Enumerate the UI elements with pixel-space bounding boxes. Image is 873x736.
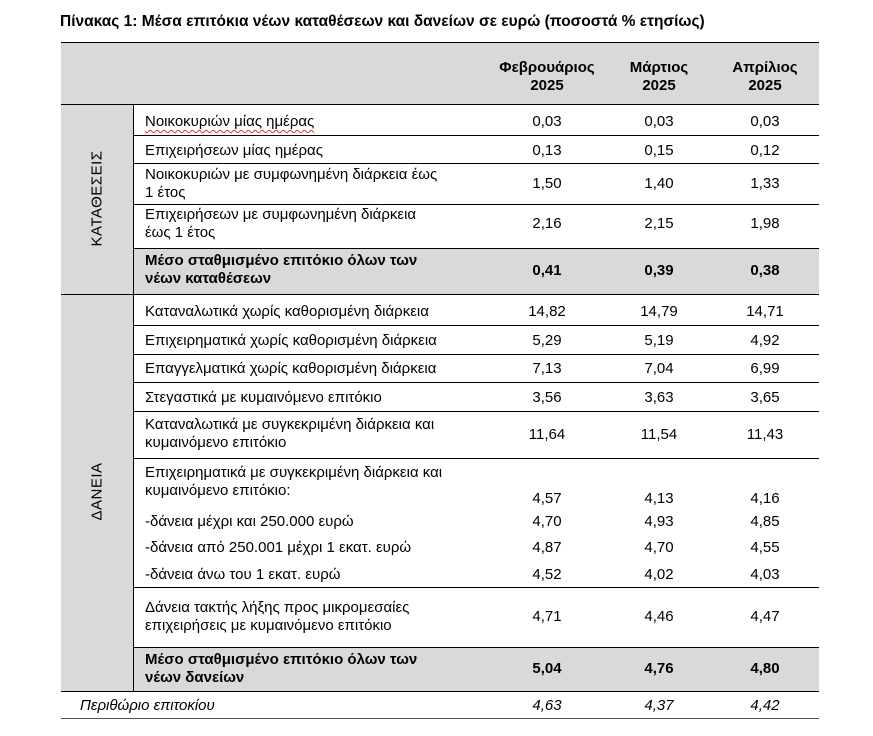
col-header-apr: Απρίλιος 2025 xyxy=(732,59,798,94)
row-label: Νοικοκυριών με συμφωνημένη διάρκεια έως 1 έτος xyxy=(145,166,438,201)
rule-top xyxy=(61,42,819,43)
margin-label: Περιθώριο επιτοκίου xyxy=(80,697,215,714)
deposits-total-value: 0,38 xyxy=(750,262,780,279)
value: 6,99 xyxy=(750,360,780,377)
rule-loans-end xyxy=(61,691,819,692)
value: 4,13 xyxy=(644,490,674,507)
loans-total-value: 5,04 xyxy=(532,660,562,677)
row-label: Νοικοκυριών μίας ημέρας xyxy=(145,113,315,130)
rule-deposits-end xyxy=(61,294,819,295)
margin-value: 4,63 xyxy=(532,697,562,714)
rule xyxy=(133,248,819,249)
row-label: Επιχειρήσεων με συμφωνημένη διάρκεια έως 1 έτος xyxy=(145,206,417,241)
deposits-total-value: 0,41 xyxy=(532,262,562,279)
loans-total-value: 4,80 xyxy=(750,660,780,677)
value: 1,33 xyxy=(750,175,780,192)
rule xyxy=(133,458,819,459)
value: 4,70 xyxy=(532,513,562,530)
row-label: Επιχειρήσεων μίας ημέρας xyxy=(145,142,323,159)
value: 4,57 xyxy=(532,490,562,507)
value: 11,54 xyxy=(640,426,678,443)
loans-total-label: Μέσο σταθμισμένο επιτόκιο όλων των νέων δανείων xyxy=(145,651,418,686)
rule xyxy=(133,135,819,136)
sub-row-label: -δάνεια από 250.001 μέχρι 1 εκατ. ευρώ xyxy=(145,539,412,556)
value: 0,03 xyxy=(532,113,562,130)
value: 4,93 xyxy=(644,513,674,530)
rule xyxy=(133,587,819,588)
value: 3,65 xyxy=(750,389,780,406)
sub-row-label: -δάνεια μέχρι και 250.000 ευρώ xyxy=(145,513,354,530)
value: 2,15 xyxy=(644,215,674,232)
row-label: Επιχειρηματικά με συγκεκριμένη διάρκεια και κυμαινόμενο επιτόκιο: xyxy=(145,464,443,499)
value: 4,52 xyxy=(532,566,562,583)
value: 7,04 xyxy=(644,360,674,377)
value: 4,02 xyxy=(644,566,674,583)
value: 4,87 xyxy=(532,539,562,556)
value: 3,63 xyxy=(644,389,674,406)
deposits-total-label: Μέσο σταθμισμένο επιτόκιο όλων των νέων καταθέσεων xyxy=(145,252,418,287)
value: 4,85 xyxy=(750,513,780,530)
row-label: Επιχειρηματικά χωρίς καθορισμένη διάρκεια xyxy=(145,332,437,349)
rule xyxy=(133,163,819,164)
rule-vertical xyxy=(133,104,134,691)
rule xyxy=(133,354,819,355)
sub-row-label: -δάνεια άνω του 1 εκατ. ευρώ xyxy=(145,566,341,583)
value: 1,98 xyxy=(750,215,780,232)
value: 1,50 xyxy=(532,175,562,192)
value: 1,40 xyxy=(644,175,674,192)
value: 0,15 xyxy=(644,142,674,159)
value: 5,19 xyxy=(644,332,674,349)
value: 7,13 xyxy=(532,360,562,377)
rates-table xyxy=(61,42,819,718)
value: 4,16 xyxy=(750,490,780,507)
value: 4,47 xyxy=(750,608,780,625)
value: 14,71 xyxy=(746,303,784,320)
col-header-feb: Φεβρουάριος 2025 xyxy=(499,59,595,94)
value: 4,70 xyxy=(644,539,674,556)
rule xyxy=(133,382,819,383)
value: 0,12 xyxy=(750,142,780,159)
col-header-mar: Μάρτιος 2025 xyxy=(629,59,689,94)
value: 11,64 xyxy=(528,426,566,443)
value: 0,03 xyxy=(644,113,674,130)
value: 14,82 xyxy=(528,303,566,320)
value: 4,71 xyxy=(532,608,562,625)
row-label: Καταναλωτικά με συγκεκριμένη διάρκεια και κυμαινόμενο επιτόκιο xyxy=(145,416,435,451)
loans-total-value: 4,76 xyxy=(644,660,674,677)
deposits-total-value: 0,39 xyxy=(644,262,674,279)
rule-bottom xyxy=(61,718,819,719)
row-label: Στεγαστικά με κυμαινόμενο επιτόκιο xyxy=(145,389,382,406)
value: 0,13 xyxy=(532,142,562,159)
rule-header xyxy=(61,104,819,105)
section-label-loans: ΔΑΝΕΙΑ xyxy=(88,462,106,521)
value: 0,03 xyxy=(750,113,780,130)
margin-value: 4,42 xyxy=(750,697,780,714)
rule xyxy=(133,647,819,648)
table-title: Πίνακας 1: Μέσα επιτόκια νέων καταθέσεων και δανείων σε ευρώ (ποσοστά % ετησίως) xyxy=(60,13,705,30)
rule xyxy=(133,325,819,326)
row-label: Καταναλωτικά χωρίς καθορισμένη διάρκεια xyxy=(145,303,429,320)
value: 14,79 xyxy=(640,303,678,320)
value: 5,29 xyxy=(532,332,562,349)
row-label: Δάνεια τακτής λήξης προς μικρομεσαίες επιχειρήσεις με κυμαινόμενο επιτόκιο xyxy=(145,599,410,634)
margin-value: 4,37 xyxy=(644,697,674,714)
value: 4,03 xyxy=(750,566,780,583)
row-label: Επαγγελματικά χωρίς καθορισμένη διάρκεια xyxy=(145,360,437,377)
value: 4,55 xyxy=(750,539,780,556)
value: 4,46 xyxy=(644,608,674,625)
value: 3,56 xyxy=(532,389,562,406)
rule xyxy=(133,204,819,205)
rule xyxy=(133,411,819,412)
value: 4,92 xyxy=(750,332,780,349)
value: 2,16 xyxy=(532,215,562,232)
section-label-deposits: ΚΑΤΑΘΕΣΕΙΣ xyxy=(88,150,106,247)
value: 11,43 xyxy=(746,426,784,443)
